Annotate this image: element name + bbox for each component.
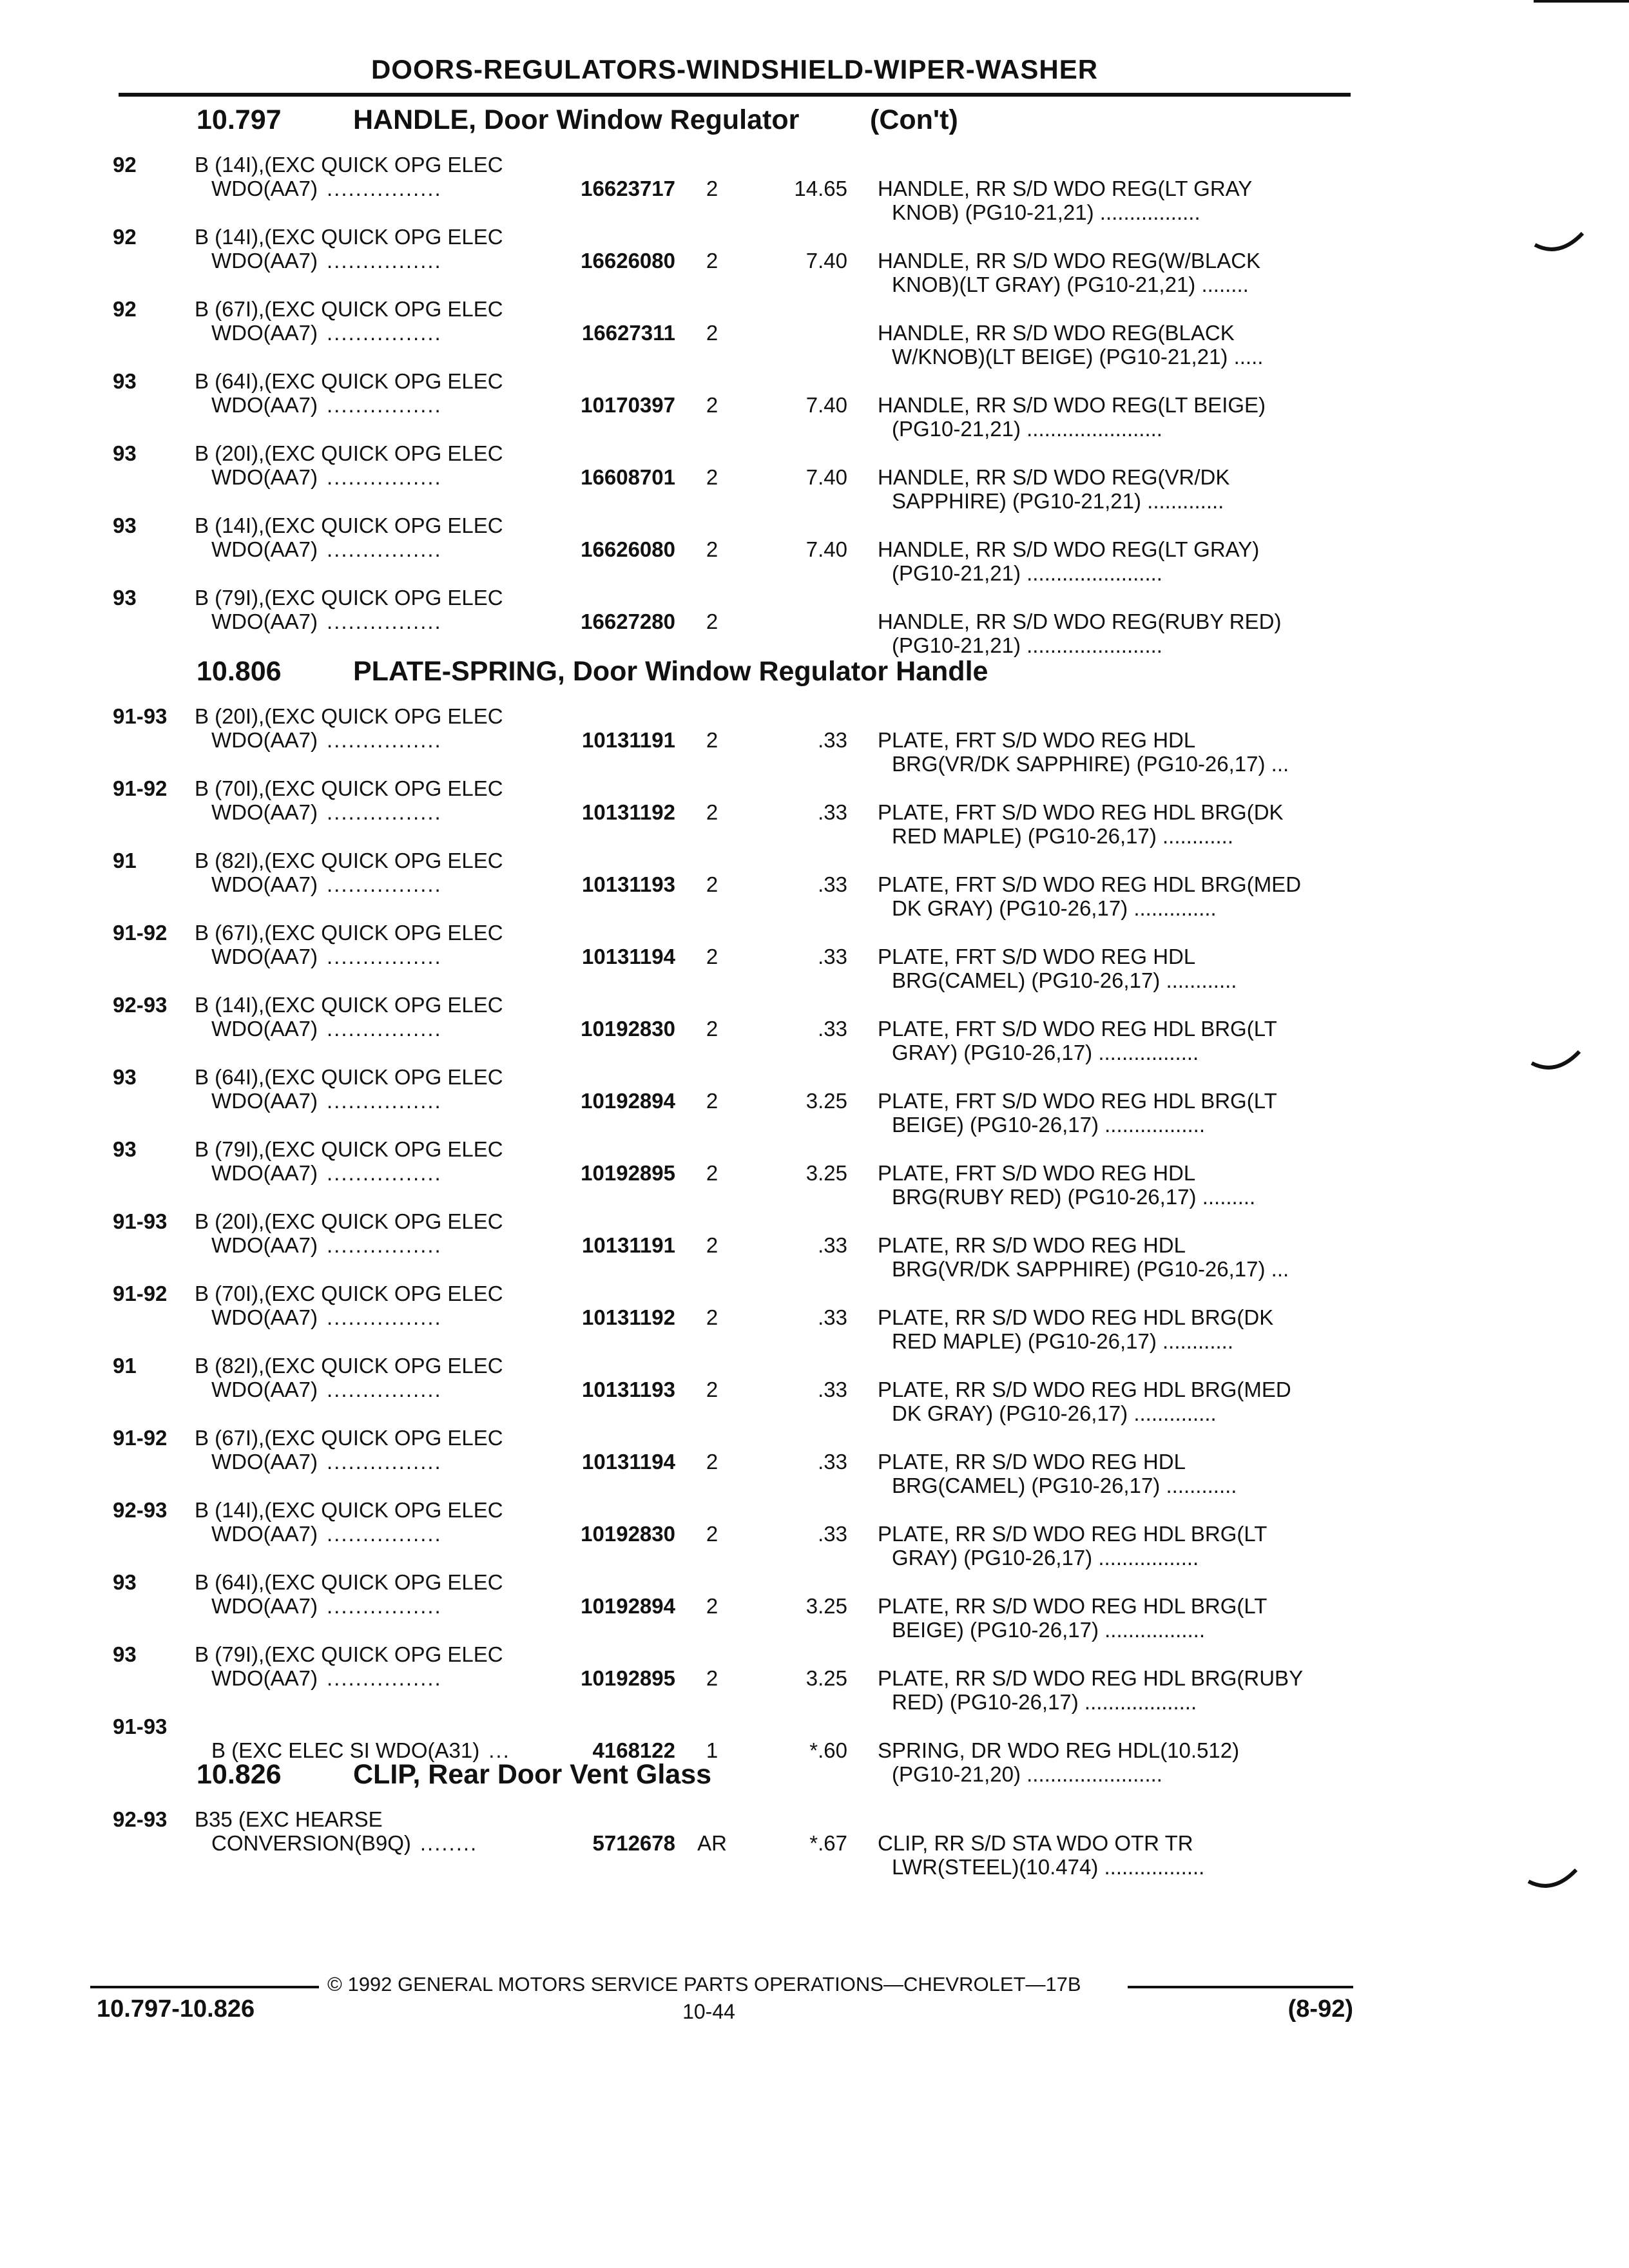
leader-dots: ... <box>488 1738 510 1762</box>
part-description-line-1: PLATE, FRT S/D WDO REG HDL BRG(LT <box>878 1089 1277 1113</box>
model-years: 92 <box>113 225 137 249</box>
application-line-2 <box>211 945 442 969</box>
part-number: 16626080 <box>581 537 675 561</box>
application-line-1: B (79I),(EXC QUICK OPG ELEC <box>195 1642 503 1666</box>
section-title: PLATE-SPRING, Door Window Regulator Handle <box>353 656 988 687</box>
part-number: 10131194 <box>581 1450 675 1474</box>
model-years: 93 <box>113 441 137 465</box>
application-line-2 <box>211 1017 442 1041</box>
model-years: 91-93 <box>113 1209 168 1233</box>
part-number: 16623717 <box>581 177 675 200</box>
part-description-line-1: PLATE, RR S/D WDO REG HDL BRG(DK <box>878 1305 1274 1329</box>
part-description-line-2: LWR(STEEL)(10.474) ................. <box>892 1855 1205 1879</box>
leader-dots: ................ <box>327 393 442 417</box>
application-line-2 <box>211 728 442 753</box>
part-description-line-2: (PG10-21,20) ....................... <box>892 1762 1162 1786</box>
part-description-line-2: KNOB) (PG10-21,21) ................. <box>892 200 1200 224</box>
part-description-line-1: PLATE, FRT S/D WDO REG HDL <box>878 1161 1196 1185</box>
application-text: WDO(AA7) <box>211 1666 318 1690</box>
quantity: 2 <box>706 1594 718 1618</box>
part-description-line-2: (PG10-21,21) ....................... <box>892 633 1162 657</box>
price: .33 <box>818 1305 847 1329</box>
part-number: 16627311 <box>581 321 675 345</box>
price: 14.65 <box>794 177 847 200</box>
application-line-2 <box>211 1089 442 1113</box>
application-text: WDO(AA7) <box>211 945 318 968</box>
binding-mark-icon <box>1530 1050 1582 1076</box>
part-description-line-1: HANDLE, RR S/D WDO REG(W/BLACK <box>878 249 1261 273</box>
application-line-1: B35 (EXC HEARSE <box>195 1807 383 1831</box>
application-line-1: B (20I),(EXC QUICK OPG ELEC <box>195 441 503 465</box>
leader-dots: ................ <box>327 321 442 345</box>
part-number: 10192830 <box>581 1017 675 1041</box>
application-line-1: B (64I),(EXC QUICK OPG ELEC <box>195 1570 503 1594</box>
leader-dots: ................ <box>327 1450 442 1474</box>
model-years: 93 <box>113 586 137 610</box>
part-description-line-2: BEIGE) (PG10-26,17) ................. <box>892 1618 1205 1642</box>
quantity: 2 <box>706 1017 718 1041</box>
application-line-1: B (70I),(EXC QUICK OPG ELEC <box>195 776 503 800</box>
part-number: 10170397 <box>581 393 675 417</box>
quantity: 2 <box>706 610 718 633</box>
leader-dots: ................ <box>327 610 442 633</box>
application-line-1: B (14I),(EXC QUICK OPG ELEC <box>195 1498 503 1522</box>
model-years: 91-92 <box>113 776 168 800</box>
part-number: 10192894 <box>581 1594 675 1618</box>
model-years: 92-93 <box>113 993 168 1017</box>
part-description-line-2: RED MAPLE) (PG10-26,17) ............ <box>892 824 1233 848</box>
part-description-line-2: KNOB)(LT GRAY) (PG10-21,21) ........ <box>892 273 1249 296</box>
price: .33 <box>818 1450 847 1474</box>
part-description-line-1: HANDLE, RR S/D WDO REG(LT GRAY) <box>878 537 1260 561</box>
application-text: WDO(AA7) <box>211 1233 318 1257</box>
application-line-1: B (20I),(EXC QUICK OPG ELEC <box>195 1209 503 1233</box>
part-number: 10192895 <box>581 1161 675 1185</box>
model-years: 91-93 <box>113 704 168 728</box>
quantity: 2 <box>706 1089 718 1113</box>
price: 7.40 <box>805 537 847 561</box>
binding-mark-icon <box>1534 232 1585 258</box>
part-description-line-1: HANDLE, RR S/D WDO REG(LT GRAY <box>878 177 1253 200</box>
application-text: WDO(AA7) <box>211 321 318 345</box>
leader-dots: ................ <box>327 1305 442 1329</box>
part-description-line-2: SAPPHIRE) (PG10-21,21) ............. <box>892 489 1224 513</box>
part-description-line-2: RED MAPLE) (PG10-26,17) ............ <box>892 1329 1233 1353</box>
model-years: 91-92 <box>113 1282 168 1305</box>
section-number: 10.797 <box>197 104 282 135</box>
model-years: 91-92 <box>113 1426 168 1450</box>
price: .33 <box>818 1233 847 1257</box>
application-line-2 <box>211 1305 442 1330</box>
part-description-line-1: HANDLE, RR S/D WDO REG(LT BEIGE) <box>878 393 1266 417</box>
model-years: 91-92 <box>113 921 168 945</box>
part-description-line-1: PLATE, RR S/D WDO REG HDL BRG(LT <box>878 1522 1268 1546</box>
application-text: WDO(AA7) <box>211 1594 318 1618</box>
application-line-1: B (67I),(EXC QUICK OPG ELEC <box>195 297 503 321</box>
part-number: 10192830 <box>581 1522 675 1546</box>
quantity: 2 <box>706 1450 718 1474</box>
application-text: WDO(AA7) <box>211 872 318 896</box>
application-line-1: B (14I),(EXC QUICK OPG ELEC <box>195 514 503 537</box>
part-description-line-2: BRG(RUBY RED) (PG10-26,17) ......... <box>892 1185 1256 1209</box>
price: .33 <box>818 1522 847 1546</box>
part-description-line-2: GRAY) (PG10-26,17) ................. <box>892 1546 1199 1570</box>
quantity: 2 <box>706 945 718 968</box>
price: 7.40 <box>805 249 847 273</box>
part-description-line-1: HANDLE, RR S/D WDO REG(VR/DK <box>878 465 1230 489</box>
price: .33 <box>818 945 847 968</box>
model-years: 93 <box>113 1642 137 1666</box>
part-description-line-1: PLATE, FRT S/D WDO REG HDL BRG(DK <box>878 800 1284 824</box>
application-line-2 <box>211 1522 442 1546</box>
application-text: WDO(AA7) <box>211 465 318 489</box>
footer-date: (8-92) <box>1287 1995 1353 2023</box>
quantity: 2 <box>706 249 718 273</box>
section-title: CLIP, Rear Door Vent Glass <box>353 1759 712 1790</box>
part-description-line-2: BRG(VR/DK SAPPHIRE) (PG10-26,17) ... <box>892 752 1289 776</box>
price: .33 <box>818 728 847 752</box>
model-years: 91 <box>113 1354 137 1378</box>
quantity: 2 <box>706 393 718 417</box>
application-text: WDO(AA7) <box>211 1161 318 1185</box>
quantity: 2 <box>706 537 718 561</box>
application-text: WDO(AA7) <box>211 177 318 200</box>
part-number: 10131192 <box>581 1305 675 1329</box>
application-text: WDO(AA7) <box>211 728 318 752</box>
part-number: 5712678 <box>592 1831 675 1855</box>
price: .33 <box>818 1017 847 1041</box>
application-line-2 <box>211 1666 442 1691</box>
price: 3.25 <box>805 1666 847 1690</box>
section-continued: (Con't) <box>870 104 958 135</box>
footer-page-number: 10-44 <box>682 2000 735 2023</box>
application-line-2 <box>211 1378 442 1402</box>
model-years: 92-93 <box>113 1498 168 1522</box>
application-line-1: B (14I),(EXC QUICK OPG ELEC <box>195 225 503 249</box>
part-number: 10131193 <box>581 1378 675 1401</box>
footer-copyright: © 1992 GENERAL MOTORS SERVICE PARTS OPERATIONS—CHEVROLET—17B <box>327 1973 1081 1995</box>
quantity: 2 <box>706 872 718 896</box>
application-line-2 <box>211 321 442 345</box>
model-years: 91 <box>113 849 137 872</box>
price: 3.25 <box>805 1161 847 1185</box>
quantity: 2 <box>706 800 718 824</box>
application-text: WDO(AA7) <box>211 1305 318 1329</box>
part-description-line-2: BRG(CAMEL) (PG10-26,17) ............ <box>892 1474 1237 1497</box>
price: *.67 <box>809 1831 847 1855</box>
part-description-line-1: PLATE, RR S/D WDO REG HDL BRG(RUBY <box>878 1666 1304 1690</box>
leader-dots: ................ <box>327 1161 442 1185</box>
part-description-line-2: DK GRAY) (PG10-26,17) .............. <box>892 1401 1217 1425</box>
leader-dots: ................ <box>327 1378 442 1401</box>
footer-rule-right <box>1128 1986 1353 1988</box>
application-line-1: B (70I),(EXC QUICK OPG ELEC <box>195 1282 503 1305</box>
part-description-line-1: PLATE, FRT S/D WDO REG HDL BRG(MED <box>878 872 1302 896</box>
application-text: WDO(AA7) <box>211 249 318 273</box>
leader-dots: ................ <box>327 1594 442 1618</box>
application-text: CONVERSION(B9Q) <box>211 1831 411 1855</box>
application-text: WDO(AA7) <box>211 1450 318 1474</box>
application-line-2 <box>211 1831 477 1856</box>
application-line-2 <box>211 800 442 825</box>
quantity: 2 <box>706 177 718 200</box>
part-description-line-1: PLATE, FRT S/D WDO REG HDL <box>878 945 1196 968</box>
application-line-1: B (82I),(EXC QUICK OPG ELEC <box>195 1354 503 1378</box>
application-text: WDO(AA7) <box>211 1017 318 1041</box>
model-years: 92 <box>113 297 137 321</box>
quantity: AR <box>697 1831 727 1855</box>
leader-dots: ................ <box>327 945 442 968</box>
application-line-1: B (67I),(EXC QUICK OPG ELEC <box>195 921 503 945</box>
leader-dots: ................ <box>327 800 442 824</box>
part-number: 16608701 <box>581 465 675 489</box>
price: .33 <box>818 872 847 896</box>
price: .33 <box>818 800 847 824</box>
application-line-2 <box>211 393 442 418</box>
model-years: 91-93 <box>113 1715 168 1738</box>
part-description-line-2: (PG10-21,21) ....................... <box>892 417 1162 441</box>
part-description-line-1: PLATE, RR S/D WDO REG HDL BRG(LT <box>878 1594 1268 1618</box>
corner-rule <box>1534 0 1629 3</box>
leader-dots: ................ <box>327 1089 442 1113</box>
part-description-line-2: (PG10-21,21) ....................... <box>892 561 1162 585</box>
part-description-line-1: SPRING, DR WDO REG HDL(10.512) <box>878 1738 1240 1762</box>
application-text: WDO(AA7) <box>211 393 318 417</box>
header-rule <box>119 93 1351 97</box>
leader-dots: ................ <box>327 249 442 273</box>
model-years: 93 <box>113 1570 137 1594</box>
price: 7.40 <box>805 393 847 417</box>
model-years: 93 <box>113 369 137 393</box>
part-description-line-2: BRG(VR/DK SAPPHIRE) (PG10-26,17) ... <box>892 1257 1289 1281</box>
application-line-2 <box>211 1450 442 1474</box>
price: 7.40 <box>805 465 847 489</box>
part-number: 16627280 <box>581 610 675 633</box>
part-description-line-1: HANDLE, RR S/D WDO REG(BLACK <box>878 321 1235 345</box>
quantity: 2 <box>706 1305 718 1329</box>
application-line-1: B (64I),(EXC QUICK OPG ELEC <box>195 1065 503 1089</box>
application-line-2 <box>211 1233 442 1258</box>
part-description-line-1: PLATE, FRT S/D WDO REG HDL BRG(LT <box>878 1017 1277 1041</box>
application-text: WDO(AA7) <box>211 800 318 824</box>
quantity: 2 <box>706 1666 718 1690</box>
model-years: 92-93 <box>113 1807 168 1831</box>
application-text: WDO(AA7) <box>211 1522 318 1546</box>
page-title: DOORS-REGULATORS-WINDSHIELD-WIPER-WASHER <box>371 54 1099 84</box>
application-text: WDO(AA7) <box>211 537 318 561</box>
model-years: 93 <box>113 1065 137 1089</box>
part-number: 10131194 <box>581 945 675 968</box>
part-number: 10192895 <box>581 1666 675 1690</box>
price: 3.25 <box>805 1594 847 1618</box>
part-number: 10131191 <box>581 728 675 752</box>
application-line-2 <box>211 465 442 490</box>
part-number: 4168122 <box>592 1738 675 1762</box>
quantity: 2 <box>706 1161 718 1185</box>
section-title: HANDLE, Door Window Regulator <box>353 104 800 135</box>
application-line-2 <box>211 610 442 634</box>
part-number: 10131191 <box>581 1233 675 1257</box>
footer-rule-left <box>90 1986 319 1988</box>
part-description-line-2: W/KNOB)(LT BEIGE) (PG10-21,21) ..... <box>892 345 1264 369</box>
application-text: B (EXC ELEC SI WDO(A31) <box>211 1738 480 1762</box>
part-description-line-2: BEIGE) (PG10-26,17) ................. <box>892 1113 1205 1137</box>
part-description-line-2: RED) (PG10-26,17) ................... <box>892 1690 1197 1714</box>
quantity: 2 <box>706 1378 718 1401</box>
application-line-2 <box>211 872 442 897</box>
footer-section-range: 10.797-10.826 <box>97 1995 255 2023</box>
leader-dots: ................ <box>327 537 442 561</box>
model-years: 93 <box>113 514 137 537</box>
price: 3.25 <box>805 1089 847 1113</box>
leader-dots: ................ <box>327 1666 442 1690</box>
application-line-1: B (67I),(EXC QUICK OPG ELEC <box>195 1426 503 1450</box>
part-description-line-2: DK GRAY) (PG10-26,17) .............. <box>892 896 1217 920</box>
leader-dots: ................ <box>327 1522 442 1546</box>
application-line-2 <box>211 249 442 273</box>
part-description-line-1: HANDLE, RR S/D WDO REG(RUBY RED) <box>878 610 1282 633</box>
leader-dots: ........ <box>419 1831 478 1855</box>
section-number: 10.806 <box>197 656 282 687</box>
quantity: 2 <box>706 1522 718 1546</box>
leader-dots: ................ <box>327 1233 442 1257</box>
quantity: 2 <box>706 465 718 489</box>
application-line-2 <box>211 537 442 562</box>
application-text: WDO(AA7) <box>211 1378 318 1401</box>
section-number: 10.826 <box>197 1759 282 1790</box>
application-line-2 <box>211 177 442 201</box>
part-description-line-1: PLATE, RR S/D WDO REG HDL <box>878 1450 1186 1474</box>
application-line-1: B (14I),(EXC QUICK OPG ELEC <box>195 153 503 177</box>
part-description-line-1: CLIP, RR S/D STA WDO OTR TR <box>878 1831 1193 1855</box>
part-description-line-1: PLATE, FRT S/D WDO REG HDL <box>878 728 1196 752</box>
part-number: 10131192 <box>581 800 675 824</box>
application-line-1: B (79I),(EXC QUICK OPG ELEC <box>195 586 503 610</box>
leader-dots: ................ <box>327 1017 442 1041</box>
part-number: 10192894 <box>581 1089 675 1113</box>
application-line-1: B (82I),(EXC QUICK OPG ELEC <box>195 849 503 872</box>
application-text: WDO(AA7) <box>211 1089 318 1113</box>
price: *.60 <box>809 1738 847 1762</box>
model-years: 93 <box>113 1137 137 1161</box>
application-line-1: B (20I),(EXC QUICK OPG ELEC <box>195 704 503 728</box>
part-number: 10131193 <box>581 872 675 896</box>
quantity: 2 <box>706 728 718 752</box>
part-number: 16626080 <box>581 249 675 273</box>
leader-dots: ................ <box>327 465 442 489</box>
quantity: 2 <box>706 1233 718 1257</box>
part-description-line-1: PLATE, RR S/D WDO REG HDL <box>878 1233 1186 1257</box>
quantity: 1 <box>706 1738 718 1762</box>
application-line-1: B (79I),(EXC QUICK OPG ELEC <box>195 1137 503 1161</box>
leader-dots: ................ <box>327 872 442 896</box>
application-line-2 <box>211 1161 442 1186</box>
model-years: 92 <box>113 153 137 177</box>
binding-mark-icon <box>1527 1869 1579 1894</box>
price: .33 <box>818 1378 847 1401</box>
part-description-line-2: GRAY) (PG10-26,17) ................. <box>892 1041 1199 1064</box>
part-description-line-2: BRG(CAMEL) (PG10-26,17) ............ <box>892 968 1237 992</box>
application-text: WDO(AA7) <box>211 610 318 633</box>
leader-dots: ................ <box>327 728 442 752</box>
quantity: 2 <box>706 321 718 345</box>
part-description-line-1: PLATE, RR S/D WDO REG HDL BRG(MED <box>878 1378 1291 1401</box>
application-line-1: B (14I),(EXC QUICK OPG ELEC <box>195 993 503 1017</box>
application-line-1: B (64I),(EXC QUICK OPG ELEC <box>195 369 503 393</box>
leader-dots: ................ <box>327 177 442 200</box>
application-line-2 <box>211 1594 442 1619</box>
